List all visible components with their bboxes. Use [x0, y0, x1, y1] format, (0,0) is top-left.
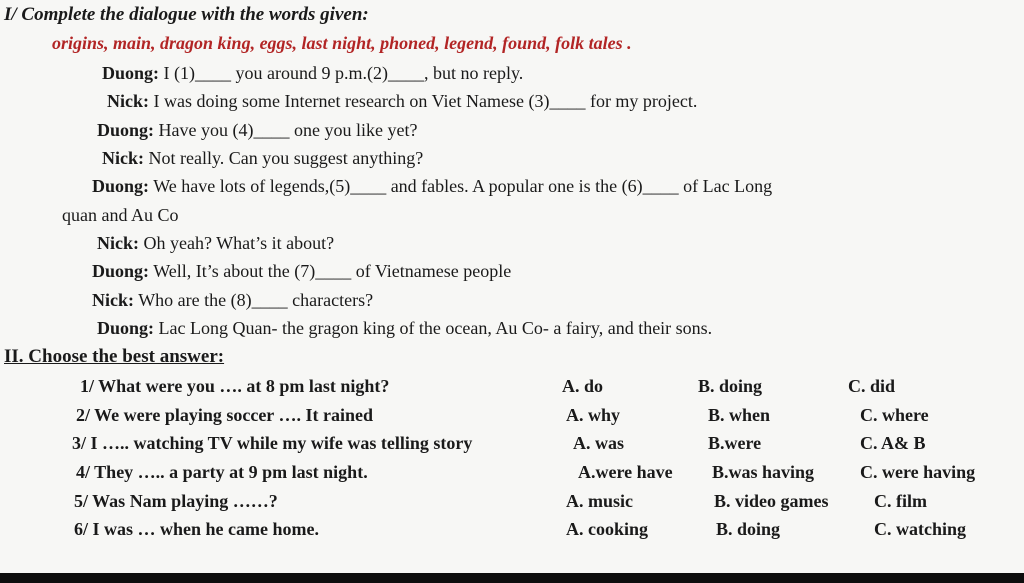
dialogue-line: [107, 91, 697, 112]
speaker-label: Duong:: [92, 261, 150, 281]
option-a: A. why: [566, 405, 621, 425]
speaker-label: Duong:: [102, 63, 160, 83]
option-a: A. was: [573, 433, 625, 453]
part2-heading: II. Choose the best answer:: [4, 346, 225, 367]
speaker-label: Duong:: [97, 318, 155, 338]
question-text: 6/ I was … when he came home.: [74, 519, 319, 539]
option-a: A.were have: [578, 462, 673, 482]
question-text: 3/ I ….. watching TV while my wife was telling story: [72, 433, 473, 453]
option-b: B.were: [708, 433, 762, 453]
dialogue-line: [92, 176, 772, 197]
dialogue-line: [92, 290, 373, 311]
dialogue-text: Lac Long Quan- the gragon king of the ocean, Au Co- a fairy, and their sons.: [158, 318, 713, 338]
option-b: B. doing: [698, 376, 763, 396]
option-a: A. cooking: [566, 519, 649, 539]
dialogue-text: I (1)____ you around 9 p.m.(2)____, but no reply.: [163, 63, 524, 83]
option-c: C. film: [874, 491, 927, 511]
speaker-label: Duong:: [97, 120, 155, 140]
option-c: C. A& B: [860, 433, 926, 453]
option-c: C. did: [848, 376, 896, 396]
dialogue-text: Well, It’s about the (7)____ of Vietnamese people: [153, 261, 512, 281]
question-text: 2/ We were playing soccer …. It rained: [76, 405, 373, 425]
dialogue-text: quan and Au Co: [62, 205, 179, 225]
option-c: C. were having: [860, 462, 976, 482]
speaker-label: Nick:: [97, 233, 139, 253]
bottom-border: [0, 573, 1024, 583]
dialogue-line: [92, 261, 511, 282]
dialogue-text: Oh yeah? What’s it about?: [143, 233, 335, 253]
dialogue-line: [97, 318, 712, 339]
part1-heading: I/ Complete the dialogue with the words given:: [4, 4, 369, 25]
speaker-label: Duong:: [92, 176, 150, 196]
speaker-label: Nick:: [92, 290, 134, 310]
dialogue-text: Have you (4)____ one you like yet?: [158, 120, 418, 140]
option-c: C. watching: [874, 519, 967, 539]
dialogue-text: Not really. Can you suggest anything?: [148, 148, 424, 168]
speaker-label: Nick:: [102, 148, 144, 168]
dialogue-text: Who are the (8)____ characters?: [138, 290, 374, 310]
question-text: 1/ What were you …. at 8 pm last night?: [80, 376, 390, 396]
dialogue-line: [97, 233, 334, 254]
dialogue-line: [102, 63, 523, 84]
dialogue-line: [102, 148, 423, 169]
option-a: A. do: [562, 376, 604, 396]
dialogue-text: I was doing some Internet research on Viet Namese (3)____ for my project.: [153, 91, 698, 111]
dialogue-text: We have lots of legends,(5)____ and fables. A popular one is the (6)____ of Lac Long: [153, 176, 773, 196]
question-text: 5/ Was Nam playing ……?: [74, 491, 278, 511]
word-bank: origins, main, dragon king, eggs, last night, phoned, legend, found, folk tales .: [52, 33, 632, 53]
option-b: B.was having: [712, 462, 815, 482]
dialogue-line: [97, 120, 417, 141]
dialogue-line: [62, 205, 179, 226]
option-b: B. when: [708, 405, 771, 425]
option-b: B. doing: [716, 519, 781, 539]
option-c: C. where: [860, 405, 929, 425]
option-a: A. music: [566, 491, 633, 511]
option-b: B. video games: [714, 491, 829, 511]
speaker-label: Nick:: [107, 91, 149, 111]
question-text: 4/ They ….. a party at 9 pm last night.: [76, 462, 368, 482]
